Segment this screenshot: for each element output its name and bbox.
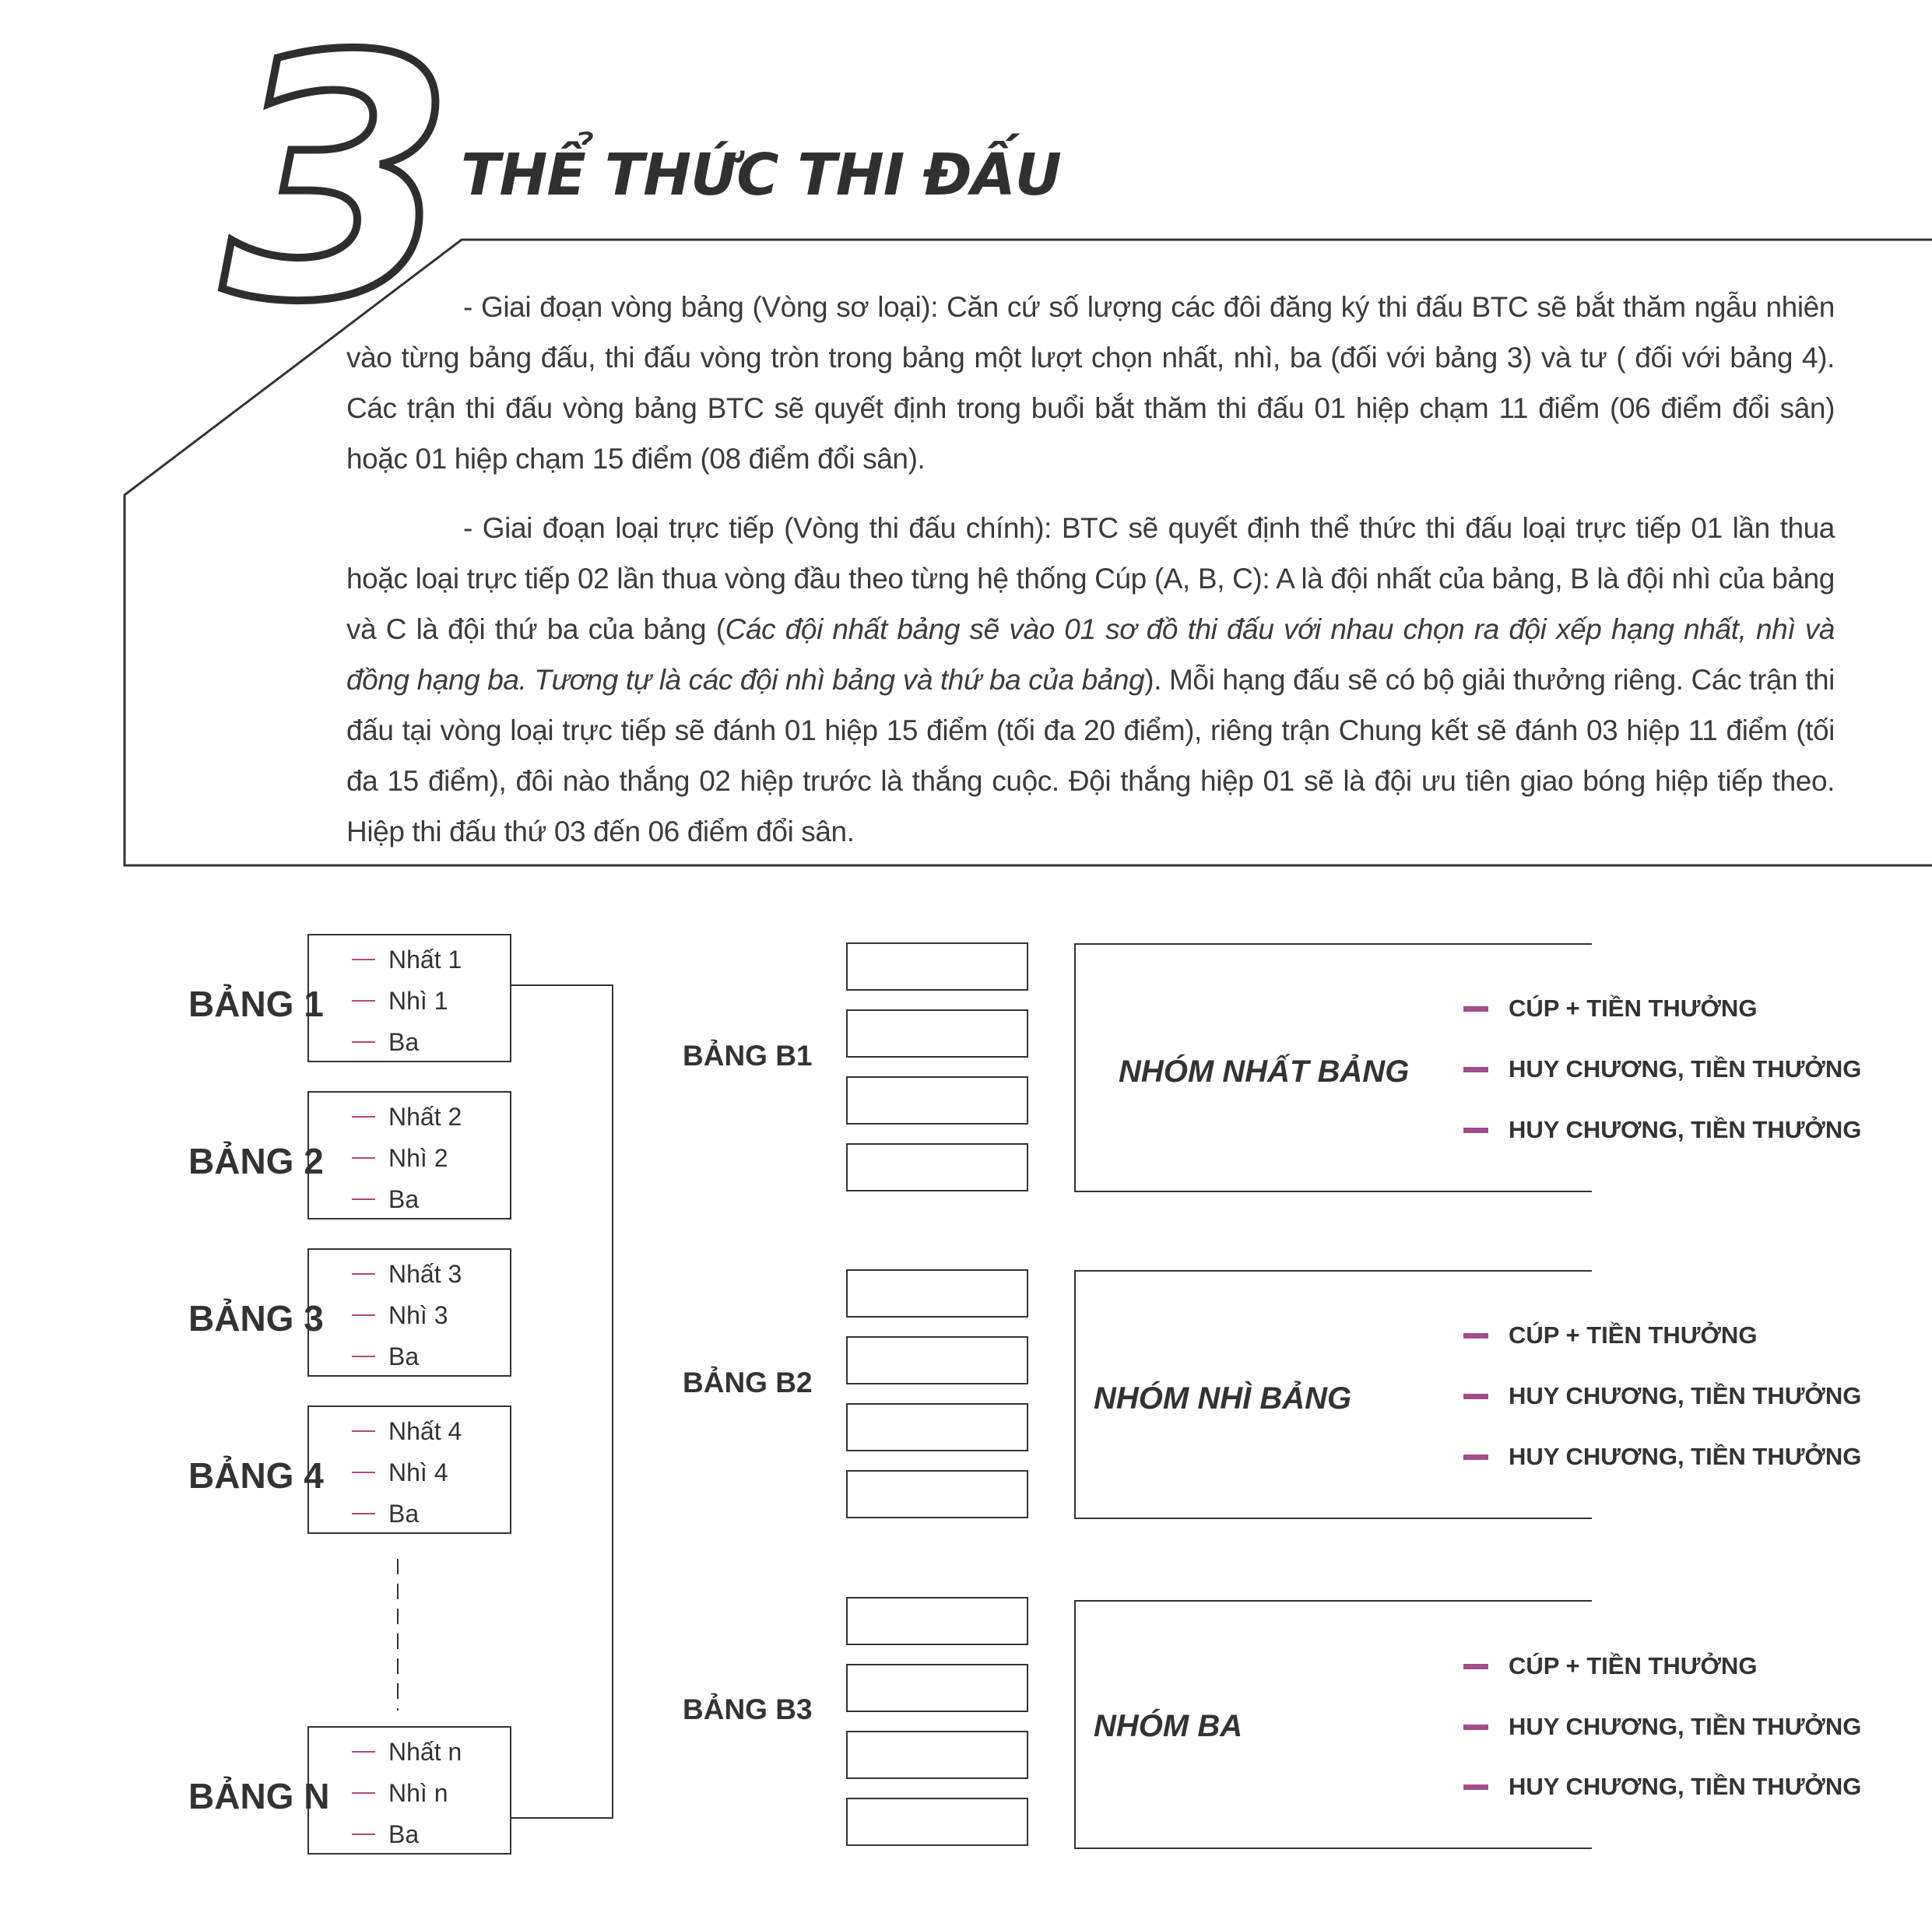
dash-mark xyxy=(352,1000,375,1002)
rank-second: Nhì 4 xyxy=(388,1458,448,1486)
paragraph-knockout-part-2: ). Mỗi hạng đấu sẽ có bộ giải thưởng riêng. Các trận thi đấu tại vòng loại trực tiếp sẽ đánh 01 hiệp 15 điểm (tối đa 20 điểm), riêng trận Chung kết sẽ đánh 03 hiệp 11 điểm (tối đa 15 điểm), đôi nào thắng 02 hiệp trước là thắng cuộc. Đội thắng hiệp 01 sẽ là đội ưu tiên giao bóng hiệp tiếp theo. Hiệp thi đấu thứ 03 đến 06 điểm đổi sân. xyxy=(346,664,1835,847)
section-title: THỂ THỨC THI ĐẤU xyxy=(461,142,1061,209)
rank-third: Ba xyxy=(388,1184,420,1213)
rank-row xyxy=(352,1819,419,1850)
paragraph-knockout-part-1: - Giai đoạn loại trực tiếp (Vòng thi đấu chính): BTC sẽ quyết định thể thức thi đấu loại trực tiếp 01 lần thua hoặc loại trực tiếp 02 lần thua vòng đầu theo từng hệ thống Cúp (A, B, C): A là đội nhất của bảng, B là đội nhì của bảng và C là đội thứ ba của bảng ( xyxy=(346,512,1835,645)
knockout-label-b1: BẢNG B1 xyxy=(683,1040,813,1072)
prize-text: HUY CHƯƠNG, TIỀN THƯỞNG xyxy=(1509,1382,1862,1409)
prize-bar xyxy=(1463,1333,1488,1339)
dash-mark xyxy=(352,1472,375,1473)
knockout-label-b3: BẢNG B3 xyxy=(683,1693,813,1725)
group-box-3 xyxy=(307,1248,511,1377)
rank-row xyxy=(352,1184,419,1215)
rank-third: Ba xyxy=(388,1819,420,1848)
rank-row xyxy=(352,1498,419,1529)
rank-third: Ba xyxy=(388,1499,420,1528)
bracket-slot xyxy=(846,942,1028,991)
prize-row xyxy=(1463,993,1757,1024)
connector-line xyxy=(511,985,613,1818)
prize-text: HUY CHƯƠNG, TIỀN THƯỞNG xyxy=(1509,1443,1862,1470)
prize-text: HUY CHƯƠNG, TIỀN THƯỞNG xyxy=(1509,1773,1862,1800)
group-label-1: BẢNG 1 xyxy=(188,984,324,1024)
prize-text: CÚP + TIỀN THƯỞNG xyxy=(1509,1652,1758,1679)
group-box-1 xyxy=(307,934,511,1062)
group-label-4: BẢNG 4 xyxy=(188,1455,324,1496)
prize-text: HUY CHƯƠNG, TIỀN THƯỞNG xyxy=(1509,1055,1862,1083)
dash-mark xyxy=(352,1273,375,1275)
bracket-slot xyxy=(846,1470,1028,1518)
bracket-slot xyxy=(846,1143,1028,1191)
bracket-slot xyxy=(846,1664,1028,1712)
rank-first: Nhất n xyxy=(388,1737,462,1766)
prize-bar xyxy=(1463,1455,1488,1460)
prize-text: HUY CHƯƠNG, TIỀN THƯỞNG xyxy=(1509,1713,1862,1740)
rank-first: Nhất 2 xyxy=(388,1102,462,1131)
rank-row xyxy=(352,1026,419,1058)
prize-bar xyxy=(1463,1006,1488,1012)
prize-row xyxy=(1463,1651,1757,1682)
dash-mark xyxy=(352,1198,375,1200)
prize-bar xyxy=(1463,1784,1488,1790)
rank-third: Ba xyxy=(388,1027,420,1056)
rank-first: Nhất 4 xyxy=(388,1416,462,1445)
prize-row xyxy=(1463,1441,1861,1472)
prize-bar xyxy=(1463,1725,1488,1730)
prize-row xyxy=(1463,1320,1757,1351)
prize-text: HUY CHƯƠNG, TIỀN THƯỞNG xyxy=(1509,1116,1862,1143)
group-box-2 xyxy=(307,1091,511,1219)
rank-row xyxy=(352,1300,448,1331)
rank-row xyxy=(352,1457,448,1488)
prize-bar xyxy=(1463,1128,1488,1133)
paragraph-group-stage: - Giai đoạn vòng bảng (Vòng sơ loại): Căn cứ số lượng các đôi đăng ký thi đấu BTC sẽ bắt thăm ngẫu nhiên vào từng bảng đấu, thi đấu vòng tròn trong bảng một lượt chọn nhất, nhì, ba (đối với bảng 3) và tư ( đối với bảng 4). Các trận thi đấu vòng bảng BTC sẽ quyết định trong buổi bắt thăm thi đấu 01 hiệp chạm 11 điểm (06 điểm đổi sân) hoặc 01 hiệp chạm 15 điểm (08 điểm đổi sân). xyxy=(346,291,1835,475)
group-box-n xyxy=(307,1726,511,1855)
rank-row xyxy=(352,1258,462,1290)
rank-first: Nhất 1 xyxy=(388,945,462,974)
bracket-slot xyxy=(846,1009,1028,1058)
prize-text: CÚP + TIỀN THƯỞNG xyxy=(1509,1321,1758,1349)
section-number-glyph: 3 xyxy=(222,31,455,319)
dash-mark xyxy=(352,1751,375,1753)
bracket-slot xyxy=(846,1597,1028,1645)
prize-row xyxy=(1463,1771,1861,1802)
rank-row xyxy=(352,1416,462,1447)
bracket-slot xyxy=(846,1336,1028,1384)
dash-mark xyxy=(352,1513,375,1514)
group-label-2: BẢNG 2 xyxy=(188,1141,324,1181)
dash-mark xyxy=(352,1430,375,1432)
bracket-slot xyxy=(846,1403,1028,1451)
group-title-third-place: NHÓM BA xyxy=(1094,1709,1243,1743)
rank-row xyxy=(352,1101,462,1132)
rank-row xyxy=(352,1142,448,1174)
dash-mark xyxy=(352,959,375,960)
group-title-second-place: NHÓM NHÌ BẢNG xyxy=(1094,1381,1352,1416)
dash-mark xyxy=(352,1356,375,1357)
rank-second: Nhì 3 xyxy=(388,1300,448,1329)
rank-second: Nhì 2 xyxy=(388,1143,448,1172)
rank-row xyxy=(352,1341,419,1372)
paragraph-knockout-stage xyxy=(346,503,1835,857)
bracket-slot xyxy=(846,1076,1028,1125)
group-box-4 xyxy=(307,1405,511,1534)
dash-mark xyxy=(352,1157,375,1159)
bracket-slot xyxy=(846,1269,1028,1318)
rank-third: Ba xyxy=(388,1342,420,1370)
rank-row xyxy=(352,944,462,975)
paragraph-knockout-italic: Các đội nhất bảng sẽ vào 01 sơ đồ thi đấu với nhau chọn ra đội xếp hạng nhất, nhì và đồng hạng ba. Tương tự là các đội nhì bảng và thứ ba của bảng xyxy=(346,613,1835,696)
dash-mark xyxy=(352,1116,375,1118)
group-title-first-place: NHÓM NHẤT BẢNG xyxy=(1119,1054,1410,1089)
rank-second: Nhì 1 xyxy=(388,986,448,1015)
prize-row xyxy=(1463,1114,1861,1146)
group-label-n: BẢNG N xyxy=(188,1776,330,1816)
dash-mark xyxy=(352,1041,375,1043)
rank-first: Nhất 3 xyxy=(388,1259,462,1288)
prize-bar xyxy=(1463,1664,1488,1669)
group-label-3: BẢNG 3 xyxy=(188,1298,324,1339)
rank-second: Nhì n xyxy=(388,1778,448,1807)
bracket-slot xyxy=(846,1731,1028,1779)
rank-row xyxy=(352,1736,462,1767)
rank-row xyxy=(352,985,448,1016)
prize-bar xyxy=(1463,1394,1488,1399)
prize-row xyxy=(1463,1054,1861,1085)
prize-row xyxy=(1463,1381,1861,1412)
rank-row xyxy=(352,1777,448,1809)
knockout-label-b2: BẢNG B2 xyxy=(683,1367,813,1398)
dash-mark xyxy=(352,1792,375,1794)
prize-bar xyxy=(1463,1067,1488,1072)
dash-mark xyxy=(352,1834,375,1835)
prize-text: CÚP + TIỀN THƯỞNG xyxy=(1509,995,1758,1022)
dash-mark xyxy=(352,1314,375,1316)
prize-row xyxy=(1463,1711,1861,1742)
section-number-3 xyxy=(210,31,467,319)
bracket-slot xyxy=(846,1798,1028,1846)
rules-text xyxy=(346,282,1835,876)
